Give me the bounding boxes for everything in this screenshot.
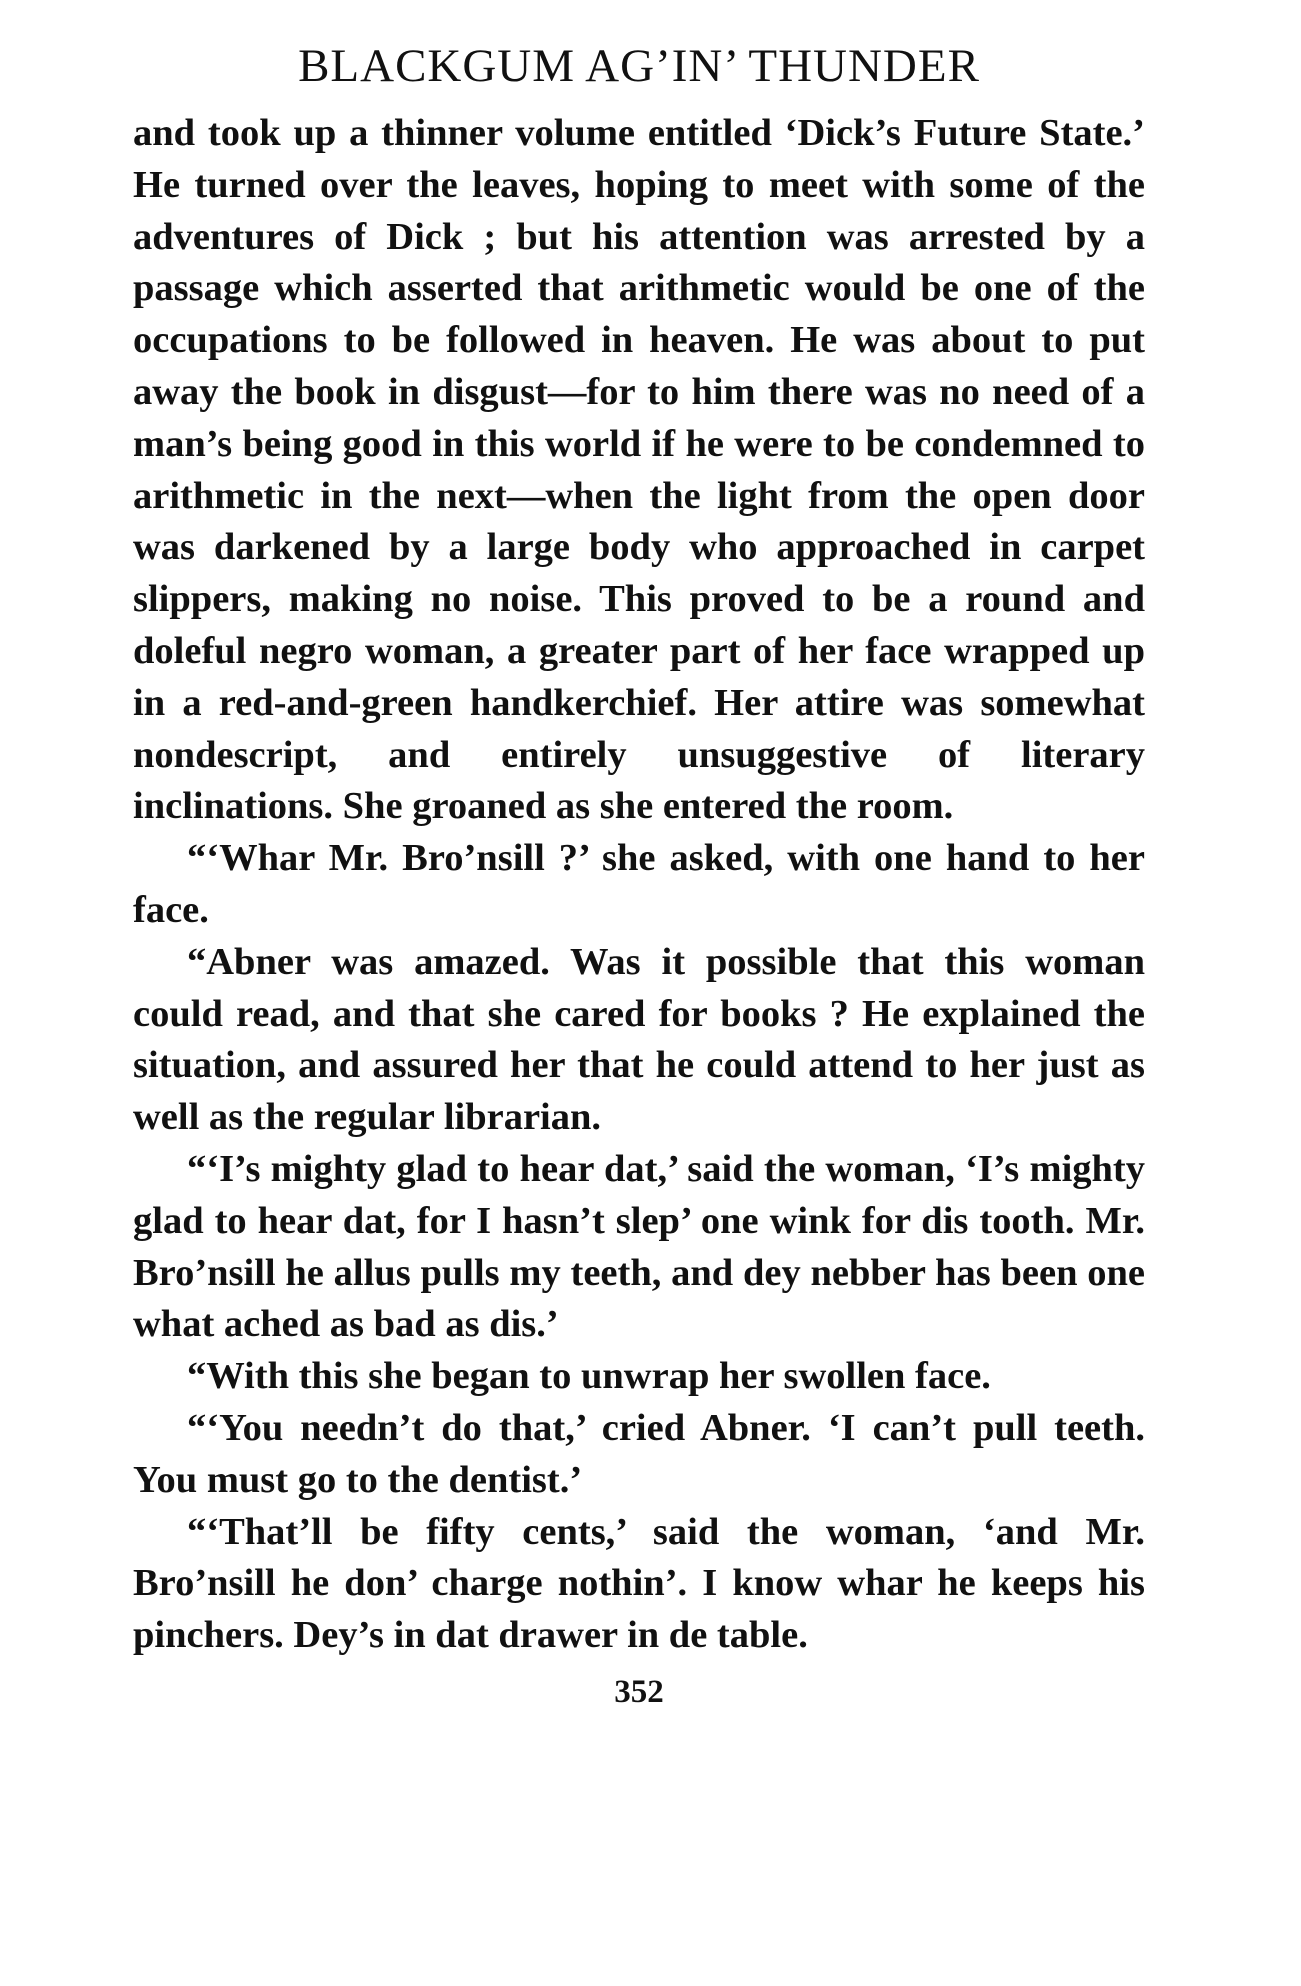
paragraph: “‘You needn’t do that,’ cried Abner. ‘I can’t pull teeth. You must go to the dentist.’: [133, 1406, 1145, 1501]
page-number: 352: [614, 1673, 664, 1710]
paragraph: “With this she began to unwrap her swollen face.: [187, 1355, 991, 1398]
paragraph: “‘Whar Mr. Bro’nsill ?’ she asked, with one hand to her face.: [133, 837, 1145, 931]
paragraph: and took up a thinner volume entitled ‘Dick’s Future State.’ He turned over the leaves, hoping to meet with some of the adventures of Dick ; but his attention was arrested by a passage which asserted that arithmetic would be one of the occupations to be followed in heaven. He was about to put away the book in disgust—for to him there was no need of a man’s being good in this world if he were to be condemned to arithmetic in the next—when the light from the open door was darkened by a large body who approached in carpet slippers, making no noise. This proved to be a round and doleful negro woman, a greater part of her face wrapped up in a red-and-green handkerchief. Her attire was somewhat nondescript, and entirely unsuggestive of literary inclinations. She groaned as she entered the room.: [133, 112, 1145, 828]
paragraph: “‘That’ll be fifty cents,’ said the woman, ‘and Mr. Bro’nsill he don’ charge nothin’. I know whar he keeps his pinchers. Dey’s in dat drawer in de table.: [133, 1510, 1145, 1657]
book-page: [133, 36, 1145, 1718]
paragraph: “‘I’s mighty glad to hear dat,’ said the woman, ‘I’s mighty glad to hear dat, for I hasn’t slep’ one wink for dis tooth. Mr. Bro’nsill he allus pulls my teeth, and dey nebber has been one what ached as bad as dis.’: [133, 1147, 1145, 1346]
paragraph: “Abner was amazed. Was it possible that this woman could read, and that she cared for books ? He explained the situation, and assured her that he could attend to her just as well as the regular librarian.: [133, 940, 1145, 1139]
running-head: BLACKGUM AG’IN’ THUNDER: [298, 40, 980, 92]
body-text: [133, 108, 1145, 1662]
